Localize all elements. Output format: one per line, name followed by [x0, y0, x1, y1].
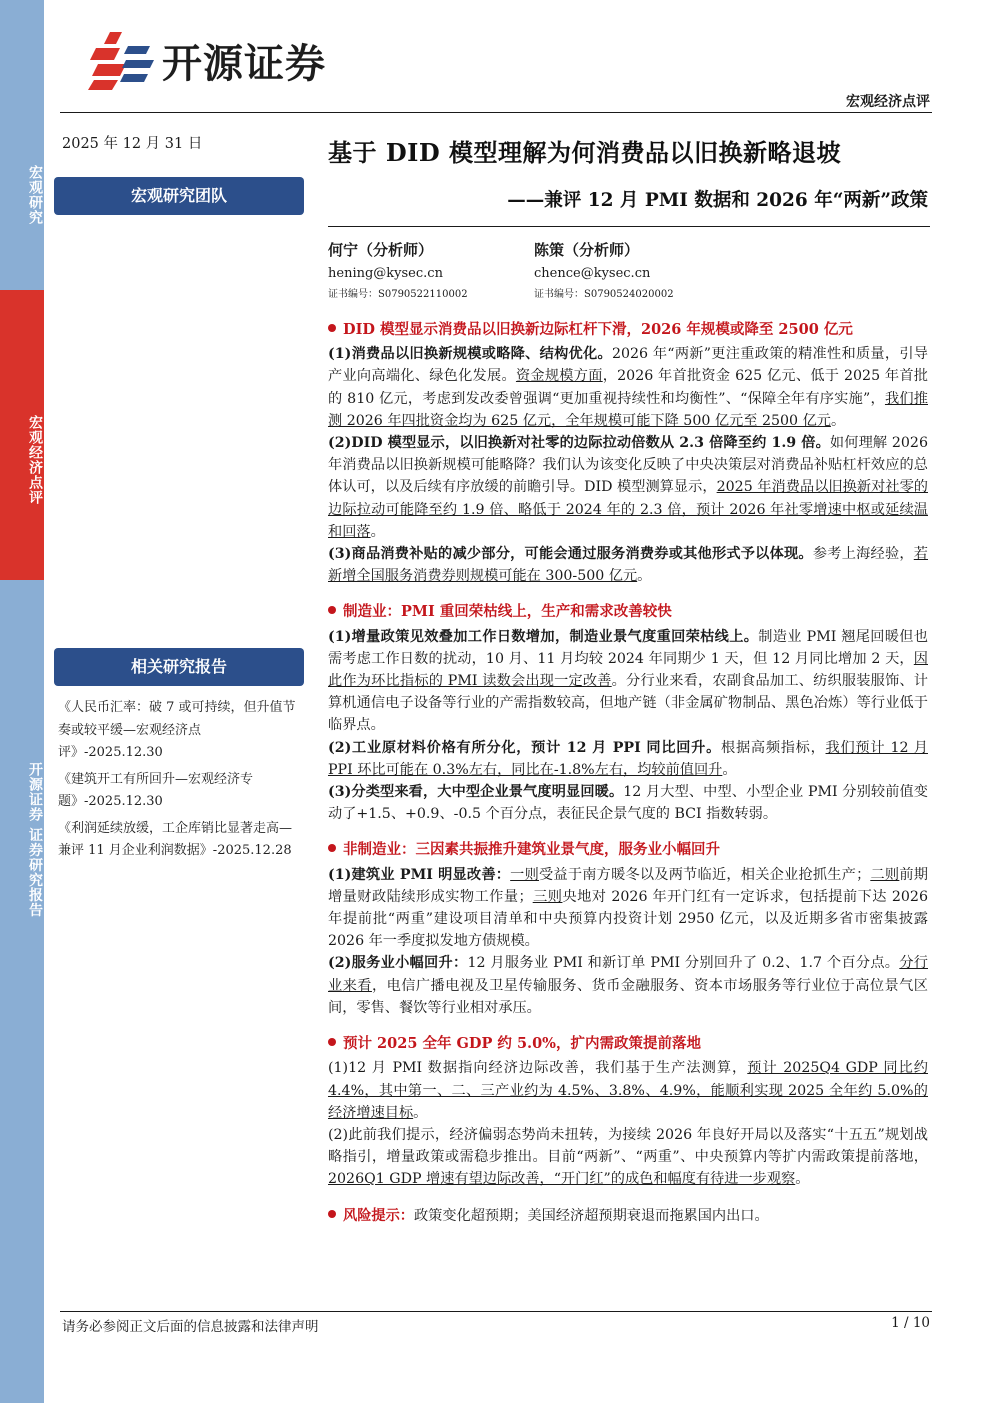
section-heading: 预计 2025 全年 GDP 约 5.0%，扩内需政策提前落地	[328, 1033, 928, 1055]
report-date: 2025 年 12 月 31 日	[62, 136, 203, 152]
analyst-email[interactable]: hening@kysec.cn	[328, 266, 443, 281]
bullet-icon	[328, 606, 336, 614]
paragraph: (1)增量政策见效叠加工作日数增加，制造业景气度重回荣枯线上。制造业 PMI 翘尾回暖但也需考虑工作日数的扰动，10 月、11 月均较 2024 年同期少 1 天，但 12 月同比增加 2 天，因此作为环比指标的 PMI 读数会出现一定改善。分行业来看，农副食品加工、纺织服装服饰、计算机通信电子设备等行业的产需指数较高，但地产链（非金属矿物制品、黑色冶炼）等行业低于临界点。	[328, 628, 928, 734]
bullet-icon	[328, 324, 336, 332]
brand-logo	[88, 28, 326, 92]
paragraph: (2)服务业小幅回升：12 月服务业 PMI 和新订单 PMI 分别回升了 0.2、1.7 个百分点。分行业来看，电信广播电视及卫星传输服务、货币金融服务、资本市场服务等行业位于高位景气区间，零售、餐饮等行业相对承压。	[328, 955, 928, 1016]
paragraph: (2)DID 模型显示，以旧换新对社零的边际拉动倍数从 2.3 倍降至约 1.9 倍。如何理解 2026 年消费品以旧换新规模可能略降？我们认为该变化反映了中央决策层对消费品补贴杠杆效应的总体认可，以及后续有序放缓的前瞻引导。DID 模型测算显示，2025 年消费品以旧换新对社零的边际拉动可能降至约 1.9 倍、略低于 2024 年的 2.3 倍，预计 2026 年社零增速中枢或延续温和回落。	[328, 435, 928, 540]
main-content	[328, 319, 928, 1227]
bullet-icon	[328, 1038, 336, 1046]
paragraph: (1)建筑业 PMI 明显改善：一则受益于南方暖冬以及两节临近，相关企业抢抓生产；二则前期增量财政陆续形成实物工作量；三则央地对 2026 年开门红有一定诉求，包括提前下达 2026 年提前批“两重”建设项目清单和中央预算内投资计划 2950 亿元，以及近期多省市密集披露 2026 年一季度拟发地方债规模。	[328, 866, 928, 950]
analyst-card	[534, 239, 674, 305]
team-label-box: 宏观研究团队	[54, 177, 304, 215]
analyst-card	[328, 239, 468, 305]
report-subtitle: ——兼评 12 月 PMI 数据和 2026 年“两新”政策	[507, 190, 928, 211]
related-report-item[interactable]: 《建筑开工有所回升—宏观经济专题》-2025.12.30	[58, 771, 254, 809]
analyst-cert: 证书编号：S0790522110002	[328, 289, 468, 300]
paragraph: (3)商品消费补贴的减少部分，可能会通过服务消费券或其他形式予以体现。参考上海经验，若新增全国服务消费券则规模可能在 300-500 亿元。	[328, 546, 928, 585]
analyst-name: 陈策（分析师）	[534, 241, 640, 259]
analyst-email[interactable]: chence@kysec.cn	[534, 266, 651, 281]
paragraph: (1)12 月 PMI 数据指向经济边际改善，我们基于生产法测算，预计 2025Q4 GDP 同比约 4.4%，其中第一、二、三产业约为 4.5%、3.8%、4.9%，能顺利实现 2025 全年约 5.0%的经济增速目标。	[328, 1060, 928, 1121]
side-label-bottom: 开源证券 证券研究报告	[27, 762, 43, 918]
bullet-icon	[328, 1210, 336, 1218]
section-heading: 非制造业：三因素共振推升建筑业景气度，服务业小幅回升	[328, 839, 928, 861]
analyst-name: 何宁（分析师）	[328, 241, 434, 259]
analyst-cert: 证书编号：S0790524020002	[534, 289, 674, 300]
paragraph: (2)工业原材料价格有所分化，预计 12 月 PPI 同比回升。根据高频指标，我们预计 12 月 PPI 环比可能在 0.3%左右，同比在-1.8%左右，均较前值回升。	[328, 739, 928, 778]
related-report-item[interactable]: 《人民币汇率：破 7 或可持续，但升值节奏或较平缓—宏观经济点评》-2025.12.30	[58, 700, 296, 760]
risk-warning: 风险提示：政策变化超预期；美国经济超预期衰退而拖累国内出口。	[328, 1205, 928, 1227]
side-label-middle: 宏观经济点评	[27, 415, 43, 505]
report-title: 基于 DID 模型理解为何消费品以旧换新略退坡	[328, 138, 842, 167]
related-reports-heading: 相关研究报告	[54, 648, 304, 686]
brand-logo-icon	[88, 28, 158, 92]
related-report-item[interactable]: 《利润延续放缓，工企库销比显著走高—兼评 11 月企业利润数据》-2025.12.28	[58, 820, 293, 858]
bullet-icon	[328, 844, 336, 852]
paragraph: (3)分类型来看，大中型企业景气度明显回暖。12 月大型、中型、小型企业 PMI 分别较前值变动了+1.5、+0.9、-0.5 个百分点，表征民企景气度的 BCI 指数转弱。	[328, 784, 928, 823]
paragraph: (1)消费品以旧换新规模或略降、结构优化。2026 年“两新”更注重政策的精准性和质量，引导产业向高端化、绿色化发展。资金规模方面，2026 年首批资金 625 亿元、低于 2025 年首批的 810 亿元，考虑到发改委曾强调“更加重视持续性和均衡性”、“保障全年有序实施”，我们推测 2026 年四批资金均为 625 亿元，全年规模可能下降 500 亿元至 2500 亿元。	[328, 346, 928, 429]
footer-divider	[60, 1311, 932, 1312]
section-heading: 制造业：PMI 重回荣枯线上，生产和需求改善较快	[328, 601, 928, 623]
section-heading: DID 模型显示消费品以旧换新边际杠杆下滑，2026 年规模或降至 2500 亿元	[328, 319, 928, 341]
brand-name: 开源证券	[162, 40, 326, 87]
paragraph: (2)此前我们提示，经济偏弱态势尚未扭转，为接续 2026 年良好开局以及落实“十五五”规划战略指引，增量政策或需稳步推出。目前“两新”、“两重”、中央预算内等扩内需政策提前落地，2026Q1 GDP 增速有望边际改善，“开门红”的成色和幅度有待进一步观察。	[328, 1126, 928, 1188]
related-reports-list	[58, 697, 302, 867]
title-divider	[328, 226, 930, 227]
page-number: 1 / 10	[891, 1315, 930, 1331]
side-label-top: 宏观研究	[27, 165, 43, 225]
footer-disclaimer: 请务必参阅正文后面的信息披露和法律声明	[62, 1319, 319, 1335]
header-divider	[60, 112, 932, 113]
report-type: 宏观经济点评	[846, 94, 930, 110]
